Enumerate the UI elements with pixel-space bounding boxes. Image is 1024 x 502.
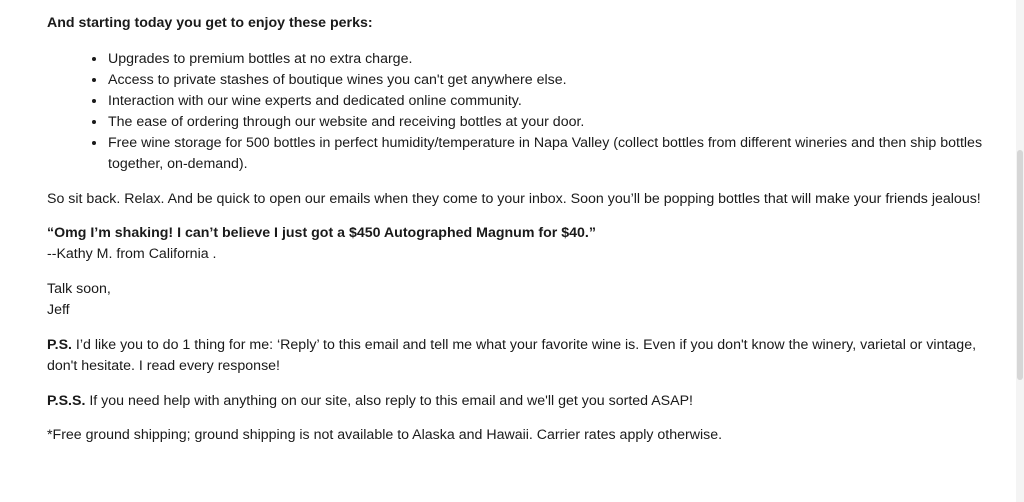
ps-paragraph	[47, 335, 997, 377]
testimonial-quote: “Omg I’m shaking! I can’t believe I just got a $450 Autographed Magnum for $40.”	[47, 225, 596, 241]
shipping-footnote: *Free ground shipping; ground shipping is not available to Alaska and Hawaii. Carrier rates apply otherwise.	[47, 427, 723, 443]
signature: Jeff	[47, 302, 70, 318]
sit-back-paragraph: So sit back. Relax. And be quick to open our emails when they come to your inbox. Soon you’ll be popping bottles that will make your friends jealous!	[47, 191, 981, 207]
ps-label: P.S.	[47, 337, 72, 353]
perk-item: • Upgrades to premium bottles at no extra charge.	[107, 49, 997, 70]
perk-item: • The ease of ordering through our website and receiving bottles at your door.	[107, 112, 997, 133]
email-body	[47, 13, 997, 446]
scrollbar-thumb[interactable]	[1017, 150, 1023, 380]
perk-item: • Access to private stashes of boutique wines you can't get anywhere else.	[107, 70, 997, 91]
signoff: Talk soon,	[47, 281, 111, 297]
perk-item: • Free wine storage for 500 bottles in perfect humidity/temperature in Napa Valley (collect bottles from different wineries and then ship bottles together, on-demand).	[107, 133, 997, 175]
perks-list	[47, 49, 997, 175]
ps-text: I’d like you to do 1 thing for me: ‘Reply’ to this email and tell me what your favorite wine is. Even if you don't know the winery, varietal or vintage, don't hesitate. I read every response!	[47, 337, 977, 374]
testimonial-author: --Kathy M. from California .	[47, 246, 217, 262]
scrollbar[interactable]	[1016, 0, 1024, 502]
pss-text: If you need help with anything on our site, also reply to this email and we'll get you sorted ASAP!	[85, 393, 693, 409]
perks-heading: And starting today you get to enjoy these perks:	[47, 15, 373, 31]
pss-paragraph	[47, 391, 997, 412]
perk-item: • Interaction with our wine experts and dedicated online community.	[107, 91, 997, 112]
pss-label: P.S.S.	[47, 393, 86, 409]
